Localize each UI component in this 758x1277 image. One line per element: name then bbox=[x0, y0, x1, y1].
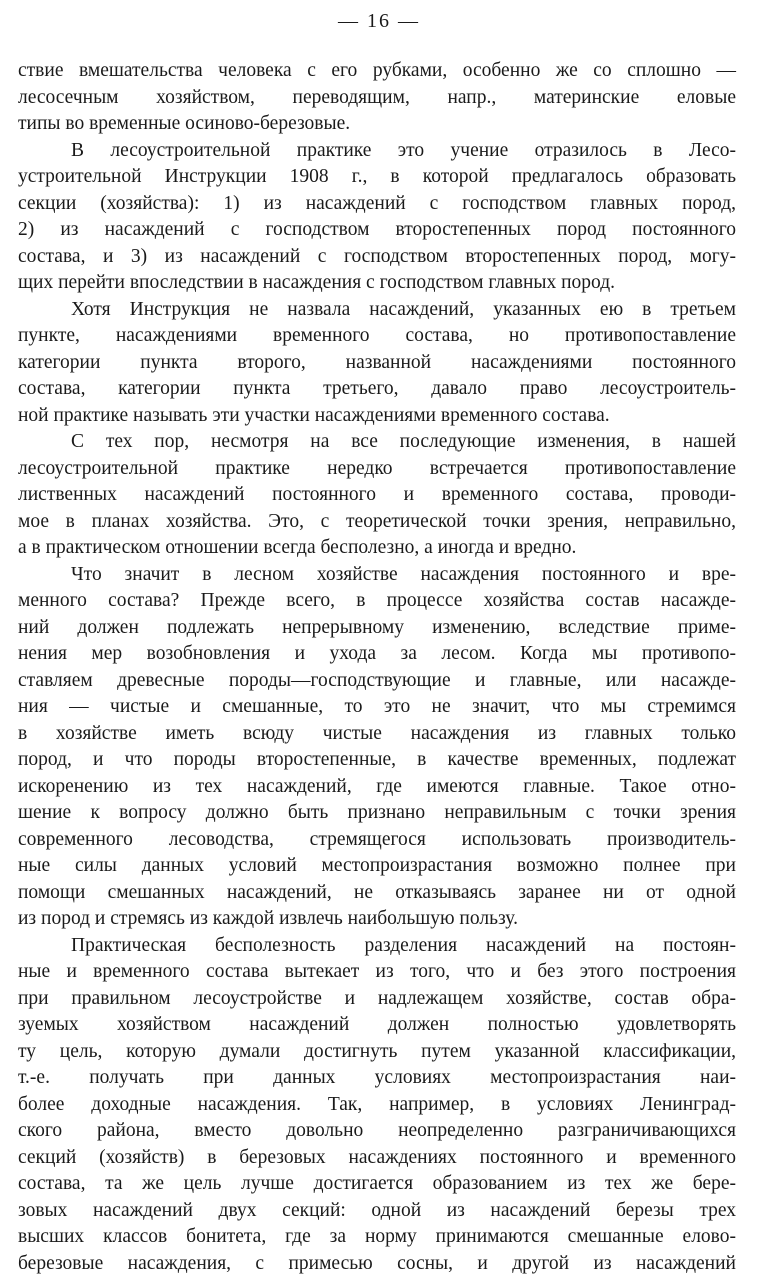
text-line: ний должен подлежать непрерывному изменению, вследствие приме- bbox=[18, 615, 736, 642]
text-line: состава, та же цель лучше достигается образованием из тех же бере- bbox=[18, 1171, 736, 1198]
text-line: ствие вмешательства человека с его рубками, особенно же со сплошно — bbox=[18, 58, 736, 85]
text-line: зуемых хозяйством насаждений должен полностью удовлетворять bbox=[18, 1012, 736, 1039]
paragraph bbox=[18, 138, 736, 297]
paragraph bbox=[18, 297, 736, 430]
text-line: ные силы данных условий местопроизрастания возможно полнее при bbox=[18, 853, 736, 880]
text-line: искоренению из тех насаждений, где имеются главные. Такое отно- bbox=[18, 774, 736, 801]
text-line: т.-е. получать при данных условиях местопроизрастания наи- bbox=[18, 1065, 736, 1092]
text-line: секции (хозяйства): 1) из насаждений с господством главных пород, bbox=[18, 191, 736, 218]
paragraph bbox=[18, 562, 736, 933]
page-body bbox=[18, 58, 736, 1277]
text-line: категории пункта второго, названной насаждениями постоянного bbox=[18, 350, 736, 377]
text-line: высших классов бонитета, где за норму принимаются смешанные елово- bbox=[18, 1224, 736, 1251]
text-line: шение к вопросу должно быть признано неправильным с точки зрения bbox=[18, 800, 736, 827]
text-line: пород, и что породы второстепенные, в качестве временных, подлежат bbox=[18, 747, 736, 774]
text-line: Хотя Инструкция не назвала насаждений, указанных ею в третьем bbox=[18, 297, 736, 324]
paragraph bbox=[18, 429, 736, 562]
text-line: из пород и стремясь из каждой извлечь наибольшую пользу. bbox=[18, 906, 736, 933]
paragraph bbox=[18, 933, 736, 1277]
text-line: устроительной Инструкции 1908 г., в которой предлагалось образовать bbox=[18, 164, 736, 191]
text-line: лесоустроительной практике нередко встречается противопоставление bbox=[18, 456, 736, 483]
text-line: ной практике называть эти участки насаждениями временного состава. bbox=[18, 403, 736, 430]
text-line: менного состава? Прежде всего, в процессе хозяйства состав насажде- bbox=[18, 588, 736, 615]
text-line: зовых насаждений двух секций: одной из насаждений березы трех bbox=[18, 1198, 736, 1225]
page-number: — 16 — bbox=[0, 10, 758, 33]
text-line: нения мер возобновления и ухода за лесом. Когда мы противопо- bbox=[18, 641, 736, 668]
text-line: Практическая бесполезность разделения насаждений на постоян- bbox=[18, 933, 736, 960]
text-line: более доходные насаждения. Так, например, в условиях Ленинград- bbox=[18, 1092, 736, 1119]
text-line: типы во временные осиново-березовые. bbox=[18, 111, 736, 138]
text-line: ния — чистые и смешанные, то это не значит, что мы стремимся bbox=[18, 694, 736, 721]
text-line: а в практическом отношении всегда бесполезно, а иногда и вредно. bbox=[18, 535, 736, 562]
text-line: Что значит в лесном хозяйстве насаждения постоянного и вре- bbox=[18, 562, 736, 589]
text-line: С тех пор, несмотря на все последующие изменения, в нашей bbox=[18, 429, 736, 456]
text-line: ту цель, которую думали достигнуть путем указанной классификации, bbox=[18, 1039, 736, 1066]
text-line: современного лесоводства, стремящегося использовать производитель- bbox=[18, 827, 736, 854]
text-line: березовые насаждения, с примесью сосны, и другой из насаждений bbox=[18, 1251, 736, 1277]
text-line: при правильном лесоустройстве и надлежащем хозяйстве, состав обра- bbox=[18, 986, 736, 1013]
text-line: мое в планах хозяйства. Это, с теоретической точки зрения, неправильно, bbox=[18, 509, 736, 536]
text-line: помощи смешанных насаждений, не отказываясь заранее ни от одной bbox=[18, 880, 736, 907]
text-line: 2) из насаждений с господством второстепенных пород постоянного bbox=[18, 217, 736, 244]
text-line: ные и временного состава вытекает из того, что и без этого построения bbox=[18, 959, 736, 986]
text-line: состава, и 3) из насаждений с господством второстепенных пород, могу- bbox=[18, 244, 736, 271]
text-line: в хозяйстве иметь всюду чистые насаждения из главных только bbox=[18, 721, 736, 748]
text-line: состава, категории пункта третьего, давало право лесоустроитель- bbox=[18, 376, 736, 403]
text-line: ставляем древесные породы—господствующие и главные, или насажде- bbox=[18, 668, 736, 695]
text-line: лесосечным хозяйством, переводящим, напр., материнские еловые bbox=[18, 85, 736, 112]
text-line: пункте, насаждениями временного состава, но противопоставление bbox=[18, 323, 736, 350]
text-line: ского района, вместо довольно неопределенно разграничивающихся bbox=[18, 1118, 736, 1145]
text-line: секций (хозяйств) в березовых насаждениях постоянного и временного bbox=[18, 1145, 736, 1172]
paragraph bbox=[18, 58, 736, 138]
text-line: В лесоустроительной практике это учение отразилось в Лесо- bbox=[18, 138, 736, 165]
text-line: щих перейти впоследствии в насаждения с господством главных пород. bbox=[18, 270, 736, 297]
text-line: лиственных насаждений постоянного и временного состава, проводи- bbox=[18, 482, 736, 509]
